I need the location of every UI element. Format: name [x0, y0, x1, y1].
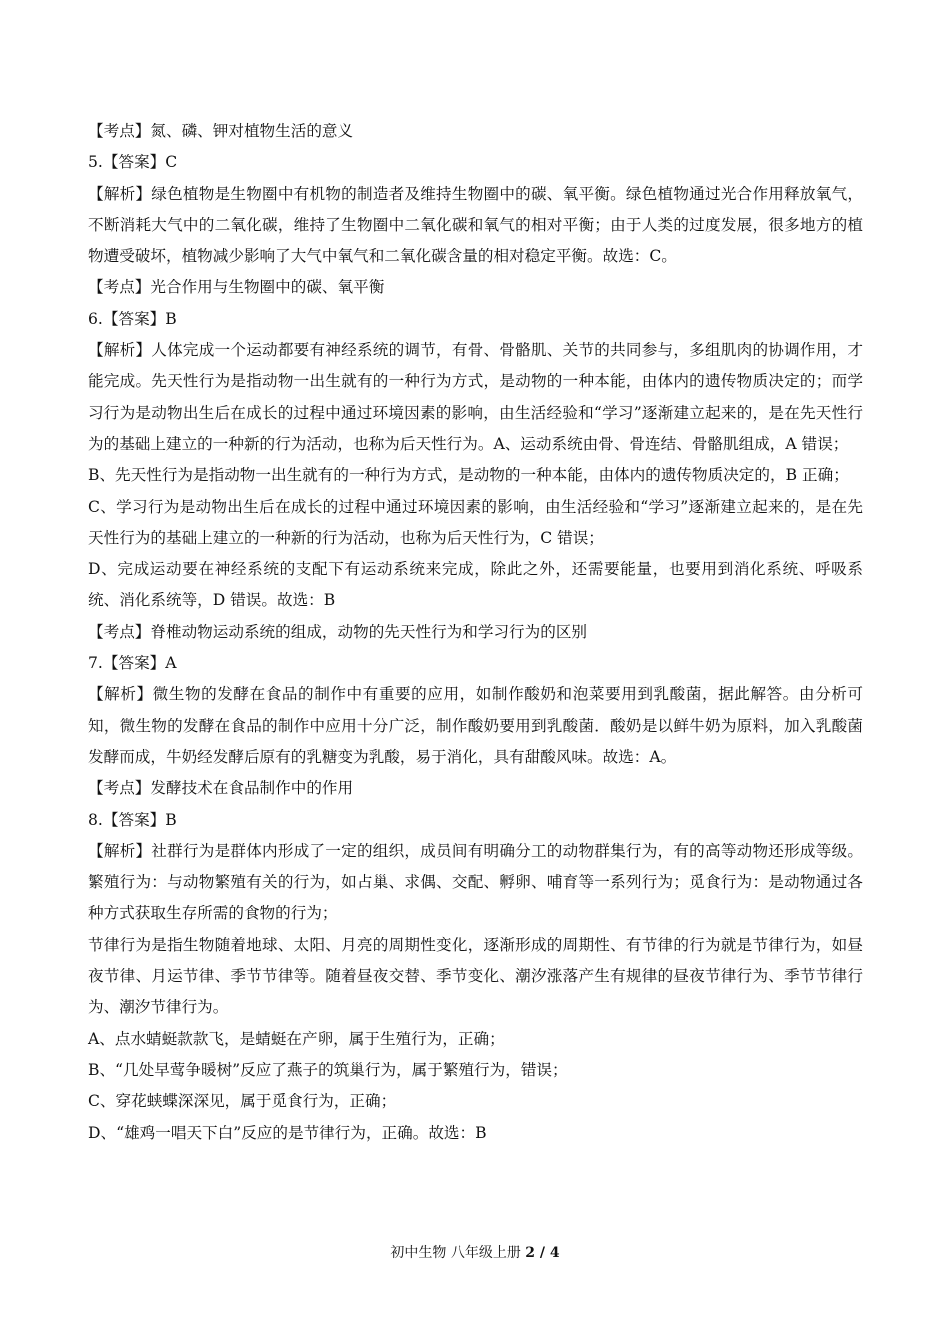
paragraph: 【考点】脊椎动物运动系统的组成，动物的先天性行为和学习行为的区别	[88, 622, 588, 641]
paragraph: 【考点】氮、磷、钾对植物生活的意义	[88, 122, 354, 140]
paragraph: 【解析】绿色植物是生物圈中有机物的制造者及维持生物圈中的碳、氧平衡。绿色植物通过光合作用释放氧气，不断消耗大气中的二氧化碳，维持了生物圈中二氧化碳和氧气的相对平衡；由于人类的过度发展，很多地方的植物遭受破坏，植物减少影响了大气中氧气和二氧化碳含量的相对稳定平衡。故选：C。	[88, 184, 863, 266]
answer-content	[88, 116, 863, 1149]
paragraph: 【考点】发酵技术在食品制作中的作用	[88, 779, 354, 798]
paragraph: 【解析】社群行为是群体内形成了一定的组织，成员间有明确分工的动物群集行为，有的高等动物还形成等级。繁殖行为：与动物繁殖有关的行为，如占巢、求偶、交配、孵卵、哺育等一系列行为；觅食行为：是动物通过各种方式获取生存所需的食物的行为；	[88, 841, 863, 923]
paragraph: 【考点】光合作用与生物圈中的碳、氧平衡	[88, 278, 385, 297]
paragraph: 节律行为是指生物随着地球、太阳、月亮的周期性变化，逐渐形成的周期性、有节律的行为就是节律行为，如昼夜节律、月运节律、季节节律等。随着昼夜交替、季节变化、潮汐涨落产生有规律的昼夜节律行为、季节节律行为、潮汐节律行为。	[88, 935, 863, 1017]
paragraph: C、学习行为是动物出生后在成长的过程中通过环境因素的影响，由生活经验和“学习”逐渐建立起来的，是在先天性行为的基础上建立的一种新的行为活动，也称为后天性行为，C 错误；	[88, 497, 863, 547]
paragraph: 6.【答案】B	[88, 309, 177, 328]
paragraph: D、完成运动要在神经系统的支配下有运动系统来完成，除此之外，还需要能量，也要用到消化系统、呼吸系统、消化系统等，D 错误。故选：B	[88, 560, 863, 610]
paragraph: B、“几处早莺争暖树”反应了燕子的筑巢行为，属于繁殖行为，错误；	[88, 1060, 568, 1079]
page-number: 2 / 4	[525, 1245, 560, 1261]
paragraph: D、“雄鸡一唱天下白”反应的是节律行为，正确。故选：B	[88, 1123, 487, 1142]
paragraph: 8.【答案】B	[88, 810, 177, 829]
paragraph: C、穿花蛱蝶深深见，属于觅食行为，正确；	[88, 1092, 397, 1111]
paragraph: 【解析】人体完成一个运动都要有神经系统的调节，有骨、骨骼肌、关节的共同参与，多组肌肉的协调作用，才能完成。先天性行为是指动物一出生就有的一种行为方式，是动物的一种本能，由体内的遗传物质决定的；而学习行为是动物出生后在成长的过程中通过环境因素的影响，由生活经验和“学习”逐渐建立起来的，是在先天性行为的基础上建立的一种新的行为活动，也称为后天性行为。A、运动系统由骨、骨连结、骨骼肌组成，A 错误；	[88, 341, 863, 453]
paragraph: 5.【答案】C	[88, 153, 178, 172]
paragraph: B、先天性行为是指动物一出生就有的一种行为方式，是动物的一种本能，由体内的遗传物质决定的，B 正确；	[88, 466, 849, 485]
footer-subject: 初中生物 八年级上册	[390, 1245, 526, 1261]
page-footer	[0, 1242, 950, 1262]
paragraph: 7.【答案】A	[88, 654, 177, 673]
paragraph: 【解析】微生物的发酵在食品的制作中有重要的应用，如制作酸奶和泡菜要用到乳酸菌，据此解答。由分析可知，微生物的发酵在食品的制作中应用十分广泛，制作酸奶要用到乳酸菌．酸奶是以鲜牛奶为原料，加入乳酸菌发酵而成，牛奶经发酵后原有的乳糖变为乳酸，易于消化，具有甜酸风味。故选：A。	[88, 685, 863, 766]
paragraph: A、点水蜻蜓款款飞，是蜻蜓在产卵，属于生殖行为，正确；	[88, 1029, 505, 1048]
